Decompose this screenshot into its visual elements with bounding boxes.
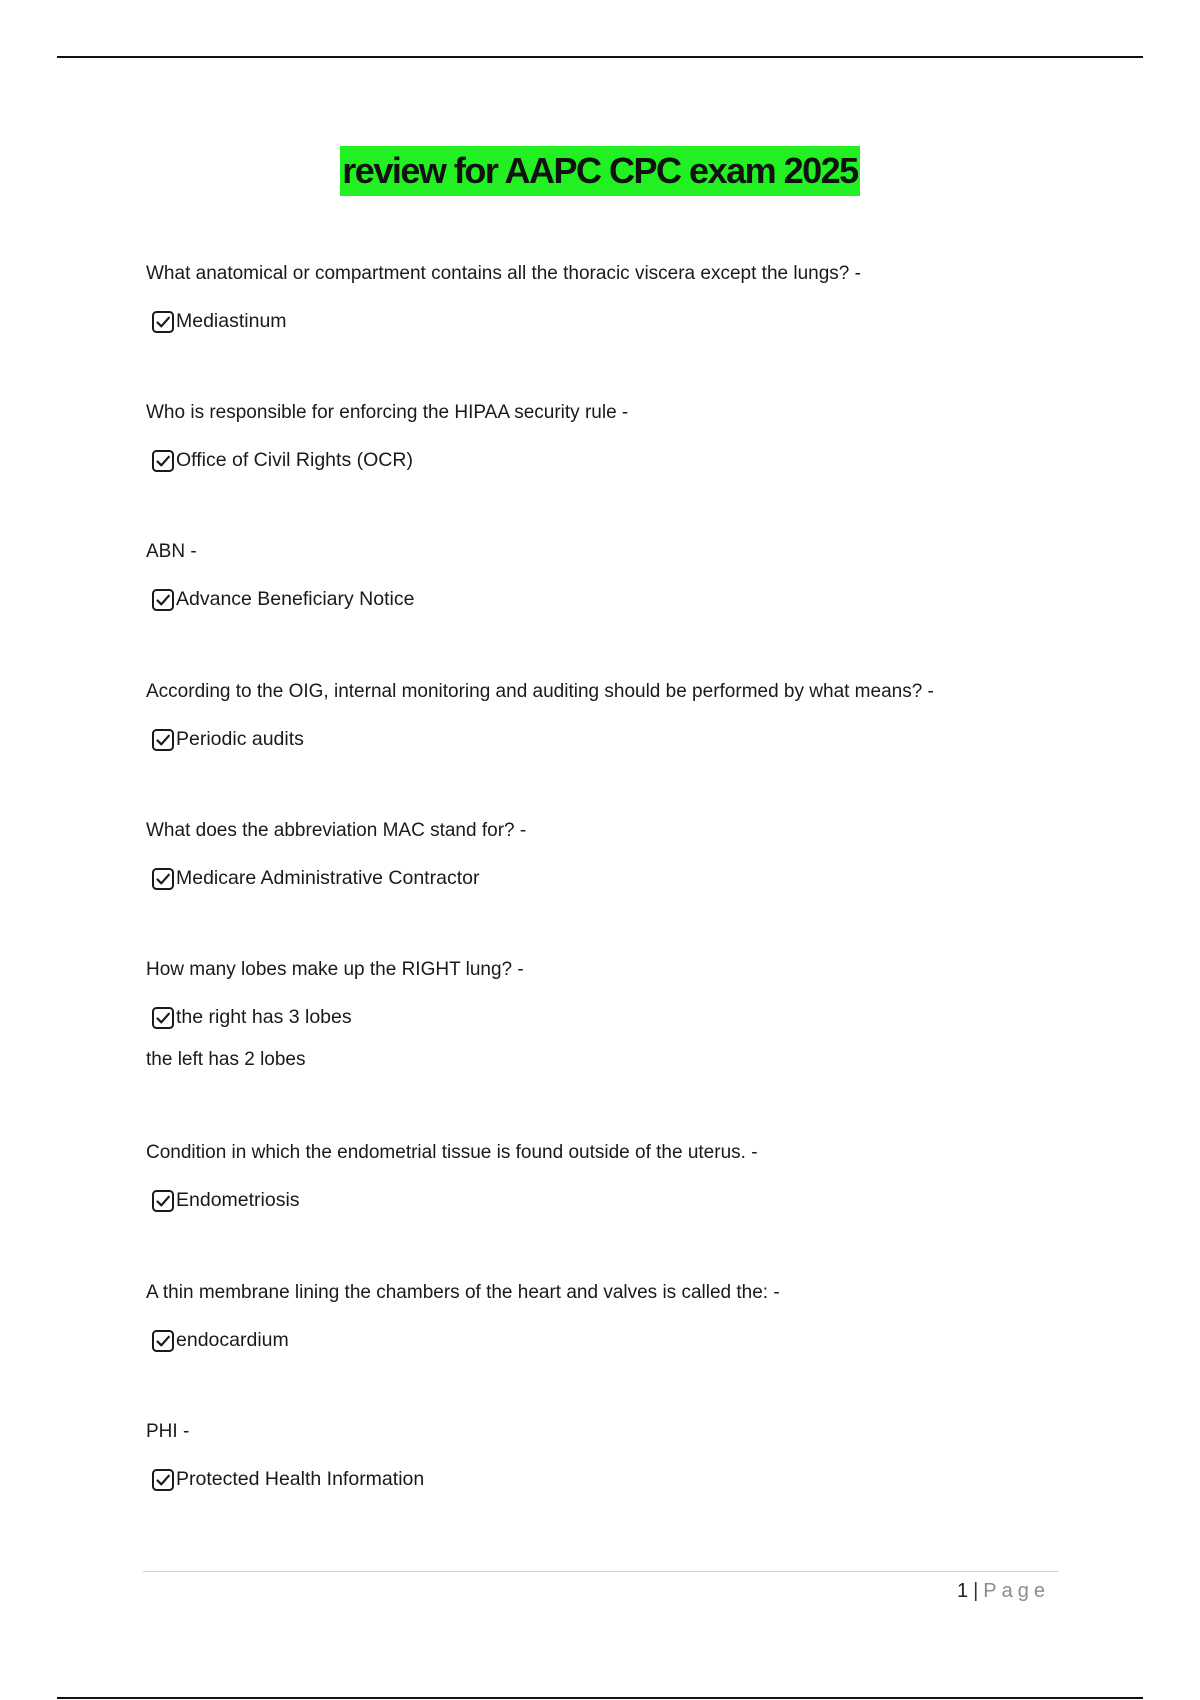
question-text: What does the abbreviation MAC stand for? - (146, 820, 527, 841)
qa-item (146, 540, 1066, 612)
footer-rule (143, 1571, 1058, 1572)
question-text: Who is responsible for enforcing the HIPAA security rule - (146, 402, 629, 423)
question-text: How many lobes make up the RIGHT lung? - (146, 959, 524, 980)
qa-item (146, 1420, 1066, 1492)
checkbox-checked-icon (151, 449, 175, 473)
answer-text: the right has 3 lobes (176, 1006, 352, 1028)
answer (151, 1004, 1066, 1030)
page-footer (957, 1578, 1050, 1604)
document-title: review for AAPC CPC exam 2025 (340, 146, 859, 196)
answer-text: Medicare Administrative Contractor (176, 867, 480, 889)
answer-text: Endometriosis (176, 1189, 300, 1211)
checkbox-checked-icon (151, 588, 175, 612)
checkbox-checked-icon (151, 310, 175, 334)
page-separator: | (973, 1580, 979, 1602)
question-text: PHI - (146, 1421, 190, 1442)
answer (151, 586, 1066, 612)
answer-text: Protected Health Information (176, 1468, 425, 1490)
qa-item (146, 958, 1066, 1072)
question-text: According to the OIG, internal monitoring and auditing should be performed by what means? - (146, 681, 934, 702)
answer (151, 865, 1066, 891)
answer (151, 1187, 1066, 1213)
page-label: Page (983, 1580, 1050, 1602)
answer (151, 447, 1066, 473)
question-text: What anatomical or compartment contains all the thoracic viscera except the lungs? - (146, 263, 861, 284)
answer (151, 1466, 1066, 1492)
answer-continuation: the left has 2 lobes (146, 1049, 306, 1070)
question-text: ABN - (146, 541, 197, 562)
qa-item (146, 819, 1066, 891)
answer-text: Advance Beneficiary Notice (176, 588, 415, 610)
answer-text: Mediastinum (176, 310, 287, 332)
checkbox-checked-icon (151, 867, 175, 891)
question-text: Condition in which the endometrial tissue is found outside of the uterus. - (146, 1142, 758, 1163)
title-container (0, 146, 1200, 196)
checkbox-checked-icon (151, 1329, 175, 1353)
question-text: A thin membrane lining the chambers of the heart and valves is called the: - (146, 1282, 780, 1303)
checkbox-checked-icon (151, 1006, 175, 1030)
qa-item (146, 680, 1066, 752)
qa-item (146, 401, 1066, 473)
answer (151, 1327, 1066, 1353)
checkbox-checked-icon (151, 728, 175, 752)
answer-text: Office of Civil Rights (OCR) (176, 449, 413, 471)
qa-item (146, 262, 1066, 334)
answer (151, 308, 1066, 334)
checkbox-checked-icon (151, 1189, 175, 1213)
answer-text: endocardium (176, 1329, 289, 1351)
header-rule (57, 56, 1143, 58)
bottom-rule (57, 1697, 1143, 1699)
checkbox-checked-icon (151, 1468, 175, 1492)
answer (151, 726, 1066, 752)
answer-text: Periodic audits (176, 728, 304, 750)
qa-item (146, 1281, 1066, 1353)
qa-item (146, 1141, 1066, 1213)
page-number: 1 (956, 1580, 969, 1602)
